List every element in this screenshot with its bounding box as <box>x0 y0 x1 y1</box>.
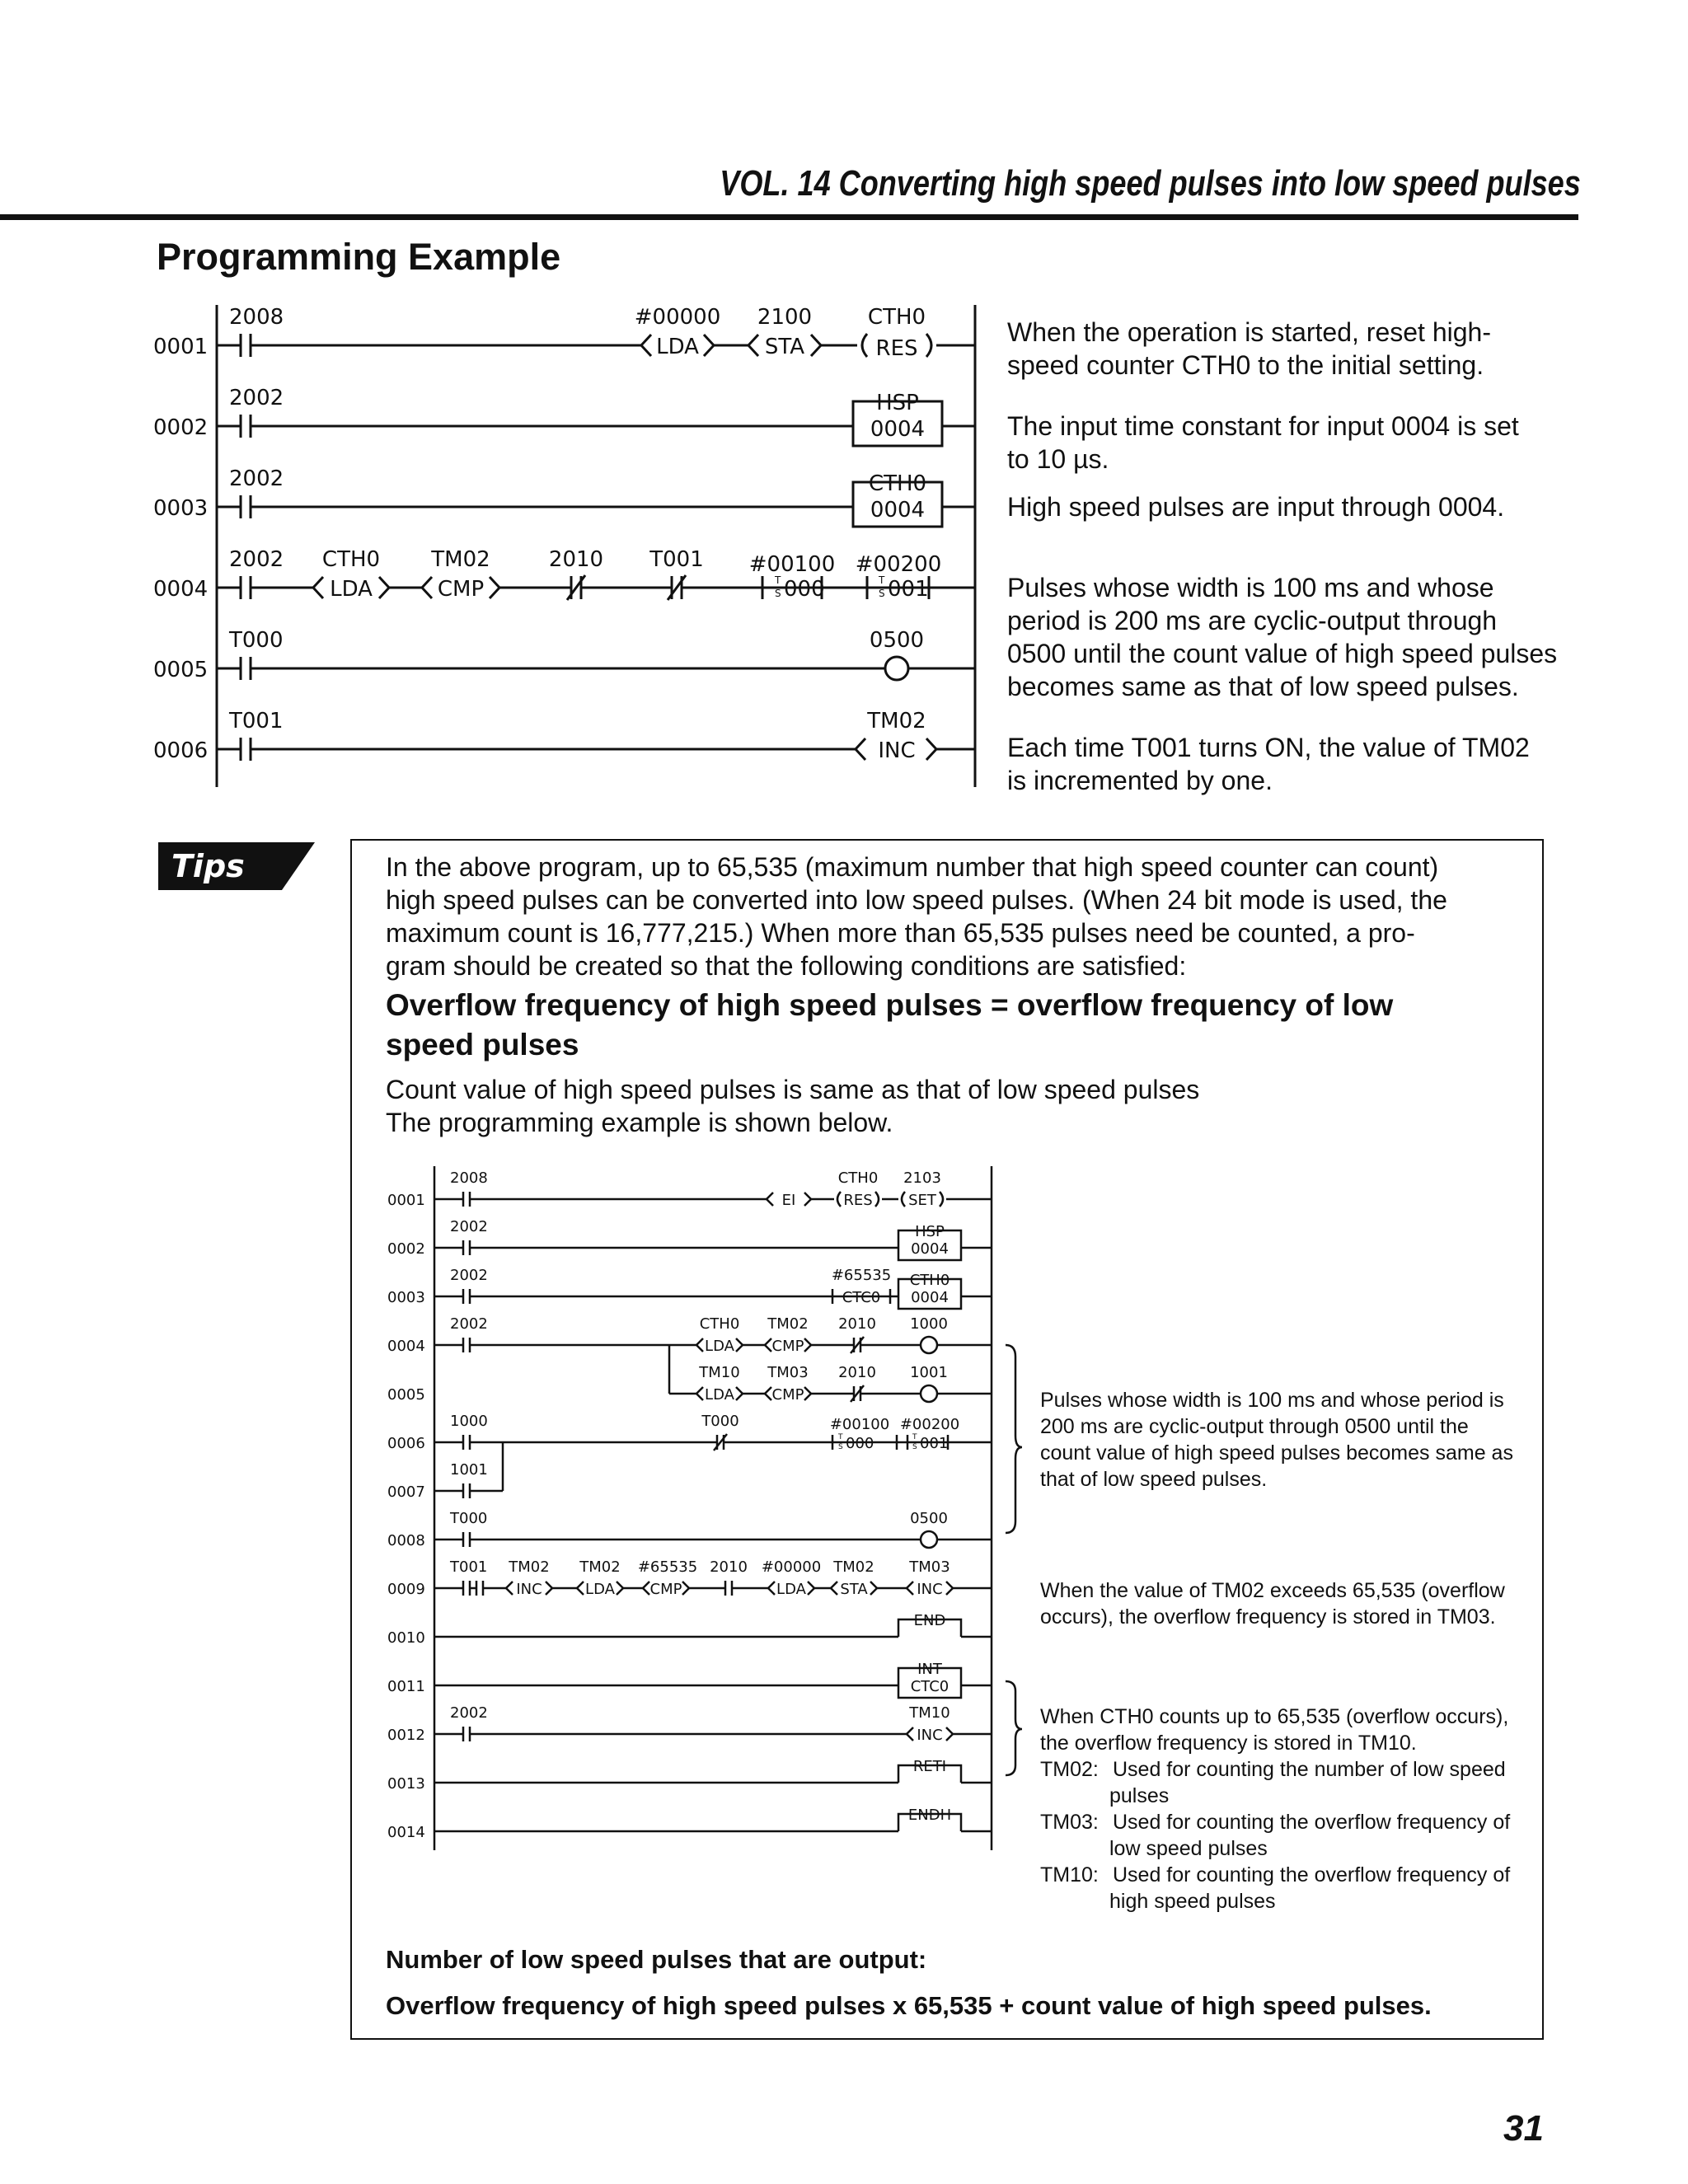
box-value: 0004 <box>911 1289 949 1306</box>
rung-number: 0014 <box>387 1824 425 1841</box>
box-value: 0004 <box>911 1240 949 1258</box>
contact-label: 2008 <box>450 1169 488 1187</box>
legend-tm03: TM03: Used for counting the overflow frequency of <box>1040 1811 1511 1834</box>
box-title: INT <box>917 1661 942 1678</box>
description-rung-0004: Pulses whose width is 100 ms and whose period is 200 ms are cyclic-output through 0500 until the count value of high speed pulses becomes same as that of low speed pulses. <box>1007 573 1558 701</box>
contact-label: 2002 <box>450 1704 488 1722</box>
rung-number: 0005 <box>153 658 209 682</box>
operand-label: CTH0 <box>837 1169 879 1187</box>
rung-number: 0010 <box>387 1629 425 1647</box>
operand-label: 2100 <box>757 305 813 330</box>
operand-label: T000 <box>701 1413 739 1430</box>
rung-number: 0009 <box>387 1581 425 1598</box>
rung-number: 0003 <box>387 1289 425 1306</box>
operand-label: #00000 <box>761 1558 822 1576</box>
box-value: 0004 <box>870 498 926 523</box>
contact-label: T000 <box>450 1510 488 1527</box>
timer-mark: S <box>879 588 885 599</box>
contact-label: 2002 <box>450 1218 488 1235</box>
timer-mark: T <box>912 1433 917 1441</box>
legend-tm02: TM02: Used for counting the number of low speed <box>1040 1758 1506 1781</box>
operand-label: #00200 <box>855 552 942 577</box>
operand-label: CTH0 <box>321 547 381 572</box>
timer-mark: S <box>775 588 781 599</box>
timer-mark: S <box>912 1443 917 1451</box>
instruction-label: SET <box>908 1192 936 1209</box>
section-title: Programming Example <box>157 236 561 278</box>
operand-label: #00000 <box>634 305 721 330</box>
instruction-label: STA <box>840 1581 868 1598</box>
rung-number: 0008 <box>387 1532 425 1549</box>
description-rung-0001: When the operation is started, reset high- speed counter CTH0 to the initial setting. <box>1007 317 1491 380</box>
counter-label: CTC0 <box>842 1289 881 1306</box>
note-overflow-cth0: When CTH0 counts up to 65,535 (overflow occurs), the overflow frequency is stored in TM10. TM02: Used for counting the number of low speed pulses TM03: Used for counting the overflow frequency of low speed pulses TM10: Used for counting the overflow frequency of high speed pulses <box>1040 1704 1551 1915</box>
tips-badge <box>158 842 315 890</box>
box-title: HSP <box>915 1223 945 1240</box>
operand-label: CTH0 <box>867 305 926 330</box>
contact-label: 2002 <box>229 386 284 410</box>
header-title: VOL. 14 Converting high speed pulses into low speed pulses <box>720 163 1581 204</box>
box-title: CTH0 <box>909 1272 950 1289</box>
instruction-label: CMP <box>771 1338 804 1355</box>
instruction-label: CMP <box>437 577 485 602</box>
instruction-label: INC <box>516 1581 542 1598</box>
timer-value: 001 <box>920 1435 949 1452</box>
operand-label: CTH0 <box>699 1315 740 1333</box>
instruction-label: RES <box>875 336 918 361</box>
operand-label: 2010 <box>548 547 604 572</box>
svg-text:Tips: Tips <box>171 848 245 884</box>
tips-condition: Overflow frequency of high speed pulses = overflow frequency of low speed pulses <box>386 988 1394 1062</box>
operand-label: TM10 <box>699 1364 740 1381</box>
timer-value: 001 <box>888 577 929 602</box>
operand-label: TM02 <box>867 709 926 733</box>
result-formula: Overflow frequency of high speed pulses x 65,535 + count value of high speed pulses. <box>386 1991 1432 2020</box>
box-title: ENDH <box>907 1807 952 1824</box>
coil-label: 0500 <box>910 1510 948 1527</box>
instruction-label: RES <box>843 1192 873 1209</box>
rung-number: 0011 <box>387 1678 425 1695</box>
instruction-label: LDA <box>330 577 373 602</box>
rung-number: 0001 <box>387 1192 425 1209</box>
operand-label: 2010 <box>838 1364 876 1381</box>
contact-label: T001 <box>229 709 284 733</box>
rung-number: 0002 <box>153 415 209 440</box>
rung-number: 0004 <box>153 577 209 602</box>
rung-number: 0006 <box>153 738 209 763</box>
contact-label: T001 <box>450 1558 488 1576</box>
rung-number: 0003 <box>153 496 209 521</box>
timer-value: 000 <box>846 1435 874 1452</box>
contact-label: 2002 <box>450 1267 488 1284</box>
instruction-label: CMP <box>649 1581 682 1598</box>
coil-label: 1000 <box>910 1315 948 1333</box>
operand-label: TM03 <box>767 1364 809 1381</box>
legend-tm10: TM10: Used for counting the overflow frequency of <box>1040 1863 1511 1886</box>
operand-label: TM02 <box>509 1558 550 1576</box>
contact-label: 2002 <box>450 1315 488 1333</box>
rung-number: 0005 <box>387 1386 425 1404</box>
box-value: 0004 <box>870 417 926 442</box>
box-value: CTC0 <box>910 1678 950 1695</box>
contact-label: 2002 <box>229 466 284 491</box>
operand-label: 2010 <box>710 1558 748 1576</box>
contact-label: 1001 <box>450 1461 488 1479</box>
timer-mark: T <box>775 574 781 586</box>
rung-number: 0012 <box>387 1727 425 1744</box>
instruction-label: LDA <box>705 1338 734 1355</box>
operand-label: #65535 <box>831 1267 892 1284</box>
rung-number: 0001 <box>153 335 209 359</box>
rung-number: 0013 <box>387 1775 425 1793</box>
coil-label: 0500 <box>869 628 925 653</box>
tips-intro: In the above program, up to 65,535 (maximum number that high speed counter can count) high speed pulses can be converted into low speed pulses. (When 24 bit mode is used, the maximum count is 16,777,215.) When more than 65,535 pulses need be counted, a pro- gram should be created so that the following conditions are satisfied: <box>386 852 1447 981</box>
operand-label: #00200 <box>899 1416 960 1433</box>
instruction-label: LDA <box>705 1386 734 1404</box>
timer-mark: T <box>838 1433 843 1441</box>
rung-number: 0002 <box>387 1240 425 1258</box>
operand-label: #00100 <box>829 1416 890 1433</box>
note-overflow-tm02: When the value of TM02 exceeds 65,535 (overflow occurs), the overflow frequency is stored in TM03. <box>1040 1579 1505 1629</box>
rung-number: 0006 <box>387 1435 425 1452</box>
description-rung-0003: High speed pulses are input through 0004. <box>1007 492 1505 522</box>
instruction-label: LDA <box>656 335 699 359</box>
description-rung-0006: Each time T001 turns ON, the value of TM02 is incremented by one. <box>1007 733 1530 795</box>
coil-label: 1001 <box>910 1364 948 1381</box>
operand-label: 2103 <box>903 1169 941 1187</box>
contact-label: 1000 <box>450 1413 488 1430</box>
operand-label: TM02 <box>431 547 490 572</box>
rung-number: 0007 <box>387 1483 425 1501</box>
tips-sub: Count value of high speed pulses is same as that of low speed pulses The programming example is shown below. <box>386 1075 1200 1137</box>
box-title: RETI <box>912 1758 947 1775</box>
instruction-label: LDA <box>585 1581 615 1598</box>
note-pulses: Pulses whose width is 100 ms and whose period is 200 ms are cyclic-output through 0500 until the count value of high speed pulses becomes same as that of low speed pulses. <box>1040 1389 1513 1491</box>
operand-label: T001 <box>649 547 704 572</box>
operand-label: #65535 <box>637 1558 698 1576</box>
timer-value: 000 <box>784 577 825 602</box>
result-title: Number of low speed pulses that are output: <box>386 1945 927 1974</box>
instruction-label: INC <box>917 1581 943 1598</box>
instruction-label: LDA <box>776 1581 806 1598</box>
box-title: HSP <box>876 391 919 415</box>
operand-label: TM02 <box>579 1558 621 1576</box>
instruction-label: INC <box>917 1727 943 1744</box>
ladder-diagram-overflow <box>0 1162 1022 1854</box>
instruction-label: CMP <box>771 1386 804 1404</box>
operand-label: TM10 <box>909 1704 950 1722</box>
operand-label: TM03 <box>909 1558 950 1576</box>
operand-label: TM02 <box>833 1558 874 1576</box>
page-number: 31 <box>1503 2108 1544 2149</box>
contact-label: T000 <box>229 628 284 653</box>
rung-number: 0004 <box>387 1338 425 1355</box>
instruction-label: EI <box>781 1192 796 1209</box>
ladder-diagram-main <box>0 297 1006 791</box>
box-title: END <box>913 1612 946 1629</box>
operand-label: TM02 <box>767 1315 809 1333</box>
instruction-label: INC <box>878 738 916 763</box>
timer-mark: S <box>838 1443 843 1451</box>
box-title: CTH0 <box>868 471 927 496</box>
description-rung-0002: The input time constant for input 0004 is set to 10 µs. <box>1007 411 1519 474</box>
contact-label: 2002 <box>229 547 284 572</box>
operand-label: #00100 <box>748 552 836 577</box>
timer-mark: T <box>879 574 885 586</box>
instruction-label: STA <box>764 335 805 359</box>
header-rule <box>0 214 1578 220</box>
contact-label: 2008 <box>229 305 284 330</box>
operand-label: 2010 <box>838 1315 876 1333</box>
